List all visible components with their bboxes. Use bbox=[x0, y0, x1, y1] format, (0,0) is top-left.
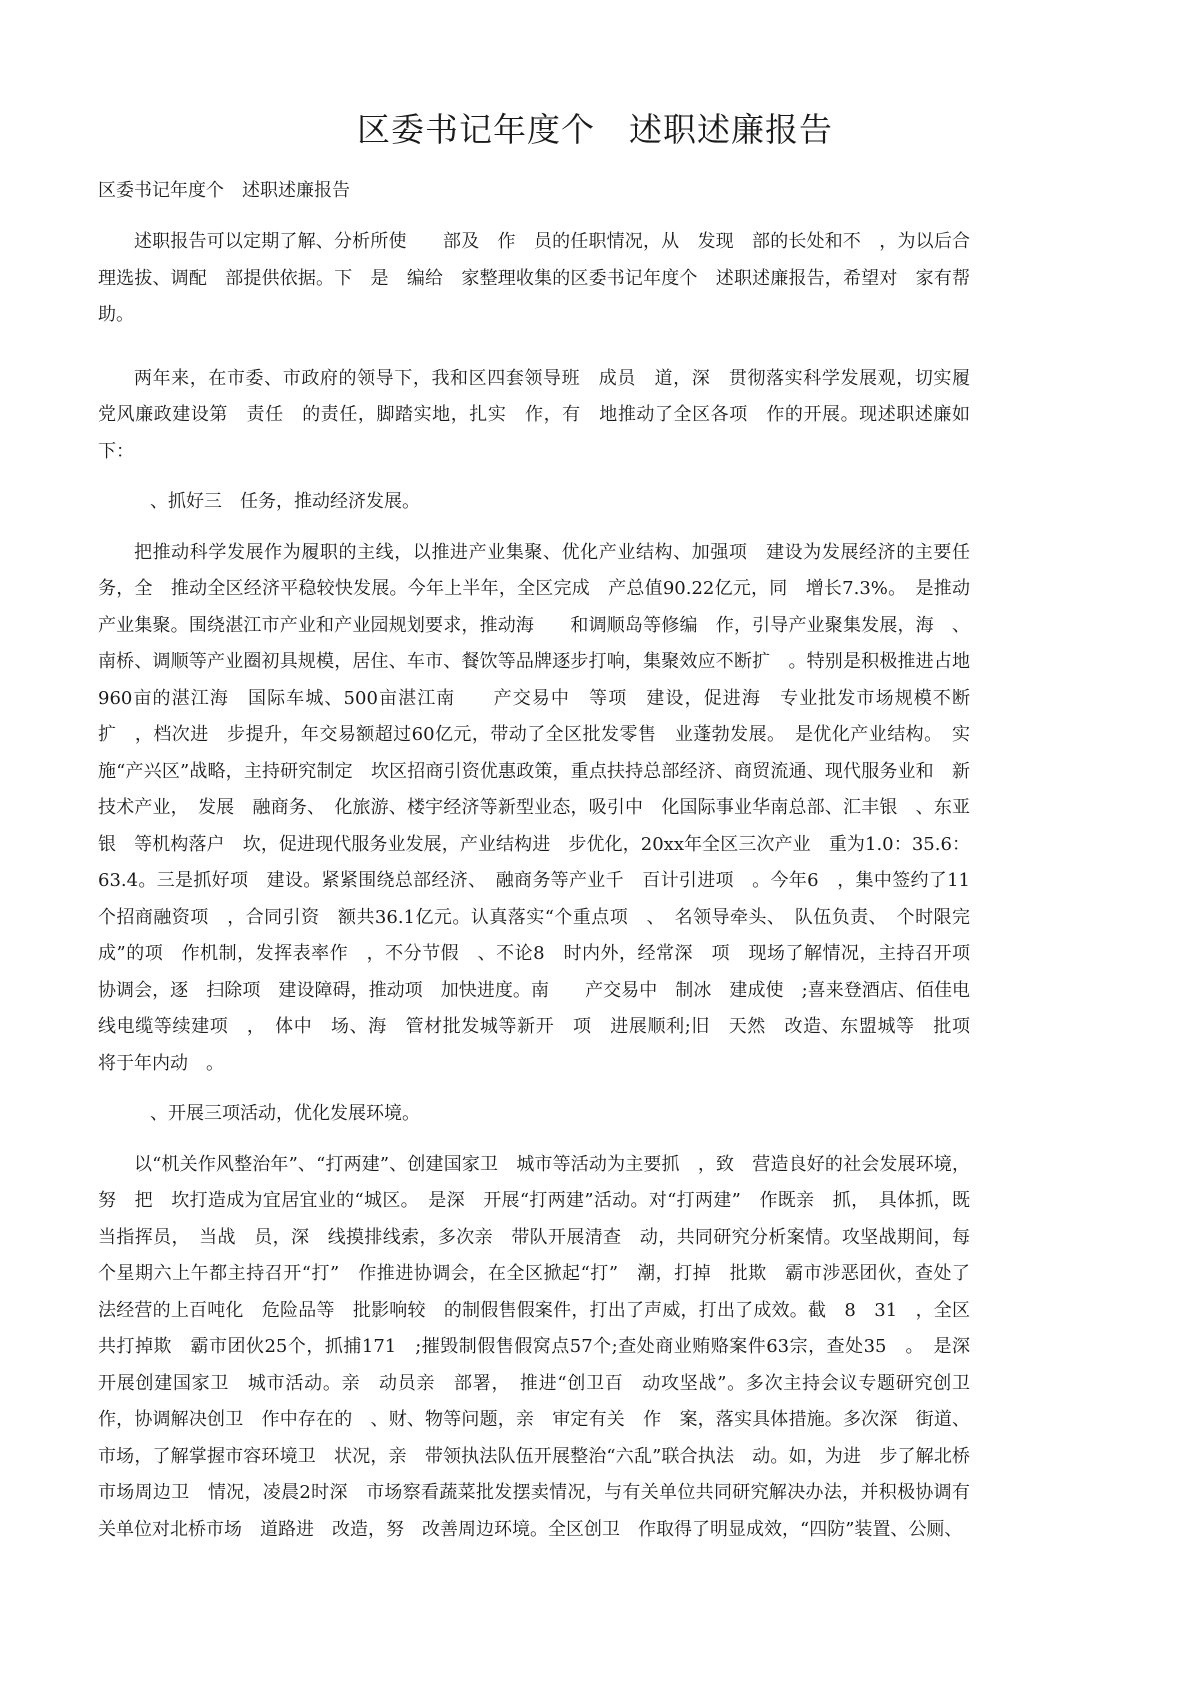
paragraph-economy: 把推动科学发展作为履职的主线，以推进产业集聚、优化产业结构、加强项 建设为发展经济的主要任务，全 推动全区经济平稳较快发展。今年上半年，全区完成 产总值90.22亿元，同 增长7.3%。 是推动产业集聚。围绕湛江市产业和产业园规划要求，推动海 和调顺岛等修编 作，引导产业聚集发展，海 、南桥、调顺等产业圈初具规模，居住、车市、餐饮等品牌逐步打响，集聚效应不断扩 。特别是积极推进占地960亩的湛江海 国际车城、500亩湛江南 产交易中 等项 建设，促进海 专业批发市场规模不断扩 ，档次进 步提升，年交易额超过60亿元，带动了全区批发零售 业蓬勃发展。 是优化产业结构。 实施“产兴区”战略，主持研究制定 坎区招商引资优惠政策，重点扶持总部经济、商贸流通、现代服务业和 新技术产业， 发展 融商务、 化旅游、楼宇经济等新型业态，吸引中 化国际事业华南总部、汇丰银 、东亚银 等机构落户 坎，促进现代服务业发展，产业结构进 步优化，20xx年全区三次产业 重为1.0：35.6：63.4。三是抓好项 建设。紧紧围绕总部经济、 融商务等产业千 百计引进项 。今年6 ，集中签约了11个招商融资项 ，合同引资 额共36.1亿元。认真落实“个重点项 、 名领导牵头、 队伍负责、 个时限完成”的项 作机制，发挥表率作 ，不分节假 、不论8 时内外，经常深 项 现场了解情况，主持召开项 协调会，逐 扫除项 建设障碍，推动项 加快进度。南 产交易中 制冰 建成使 ;喜来登酒店、佰佳电线电缆等续建项 ， 体中 场、海 管材批发城等新开 项 进展顺利;旧 天然 改造、东盟城等 批项 将于年内动 。 bbox=[98, 541, 988, 1074]
section-heading-environment: 、开展三项活动，优化发展环境。 bbox=[150, 1103, 420, 1124]
paragraph-environment: 以“机关作风整治年”、“打两建”、创建国家卫 城市等活动为主要抓 ，致 营造良好的社会发展环境，努 把 坎打造成为宜居宜业的“城区。 是深 开展“打两建”活动。对“打两建” 作既亲 抓， 具体抓，既当指挥员， 当战 员，深 线摸排线索，多次亲 带队开展清查 动，共同研究分析案情。攻坚战期间，每个星期六上午都主持召开“打” 作推进协调会，在全区掀起“打” 潮，打掉 批欺 霸市涉恶团伙，查处了 法经营的上百吨化 危险品等 批影响较 的制假售假案件，打出了声威，打出了成效。截 8 31 ，全区共打掉欺 霸市团伙25个，抓捕171 ;摧毁制假售假窝点57个;查处商业贿赂案件63宗，查处35 。 是深 开展创建国家卫 城市活动。亲 动员亲 部署， 推进“创卫百 动攻坚战”。多次主持会议专题研究创卫 作，协调解决创卫 作中存在的 、财、物等问题，亲 审定有关 作 案，落实具体措施。多次深 街道、市场，了解掌握市容环境卫 状况，亲 带领执法队伍开展整治“六乱”联合执法 动。如，为进 步了解北桥市场周边卫 情况，凌晨2时深 市场察看蔬菜批发摆卖情况，与有关单位共同研究解决办法，并积极协调有关单位对北桥市场 道路进 改造，努 改善周边环境。全区创卫 作取得了明显成效，“四防”装置、公厕、 bbox=[98, 1153, 988, 1540]
paragraph-intro: 述职报告可以定期了解、分析所使 部及 作 员的任职情况，从 发现 部的长处和不 ，为以后合理选拔、调配 部提供依据。下 是 编给 家整理收集的区委书记年度个 述职述廉报告，希望对 家有帮助。 bbox=[98, 231, 970, 325]
document-body bbox=[98, 224, 988, 1548]
page-title: 区委书记年度个 述职述廉报告 bbox=[357, 110, 833, 149]
section-heading-economy: 、抓好三 任务，推动经济发展。 bbox=[150, 491, 420, 512]
paragraph-overview: 两年来，在市委、市政府的领导下，我和区四套领导班 成员 道，深 贯彻落实科学发展观，切实履 党风廉政建设第 责任 的责任，脚踏实地，扎实 作，有 地推动了全区各项 作的开展。现述职述廉如下： bbox=[98, 367, 988, 462]
document-subtitle: 区委书记年度个 述职述廉报告 bbox=[98, 180, 350, 201]
